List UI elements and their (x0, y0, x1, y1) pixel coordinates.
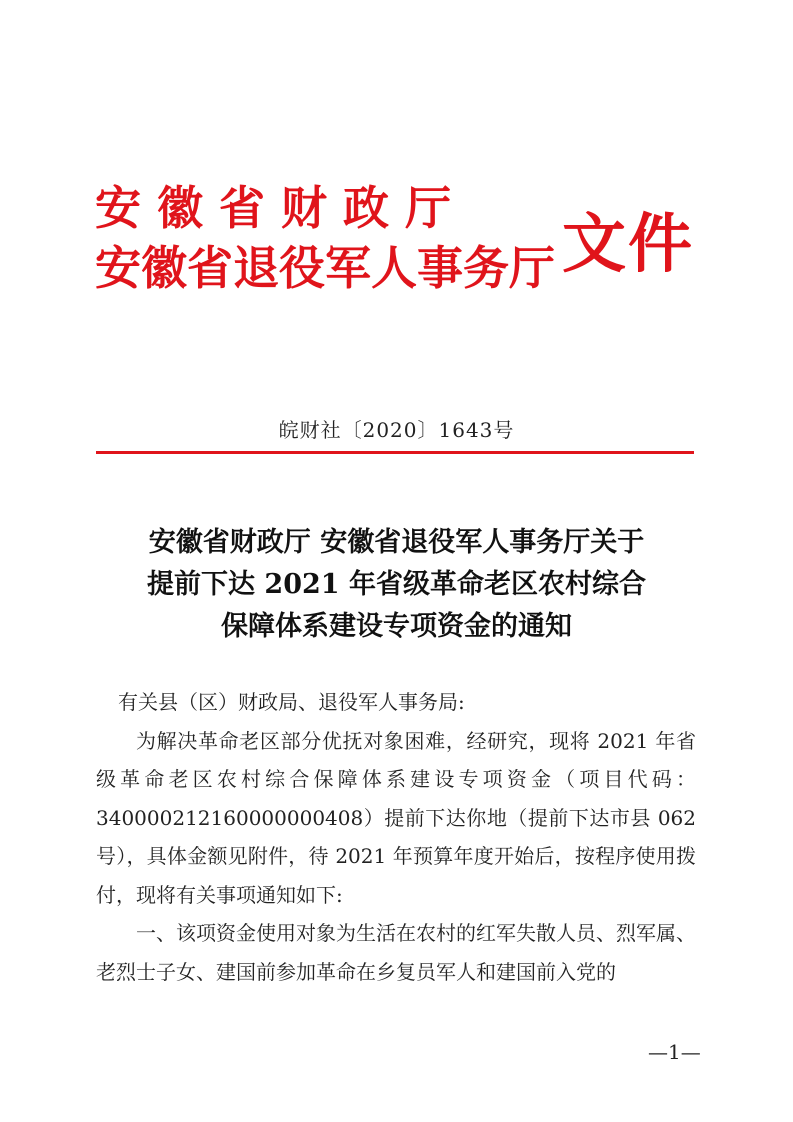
title-line-2: 提前下达 2021 年省级革命老区农村综合 (147, 569, 646, 600)
document-title (60, 522, 733, 648)
document-label: 文件 (562, 207, 694, 282)
issuer-veterans-dept: 安徽省退役军人事务厅 (95, 241, 555, 295)
page-number: —1— (648, 1040, 701, 1064)
title-line-3: 保障体系建设专项资金的通知 (221, 611, 572, 642)
issuer-block (95, 178, 565, 298)
red-divider (96, 451, 694, 454)
issuer-finance-dept: 安 徽 省 财 政 厅 (95, 181, 452, 235)
salutation: 有关县（区）财政局、退役军人事务局: (118, 690, 465, 714)
document-body (96, 683, 696, 991)
paragraph-1: 为解决革命老区部分优抚对象困难，经研究，现将 2021 年省级革命老区农村综合保障体系建设专项资金（项目代码：340000212160000000408）提前下达你地（提前下达市县 062 号），具体金额见附件，待 2021 年预算年度开始后，按程序使用拨付，现将有关事项通知如下: (96, 728, 696, 907)
document-number: 皖财社〔2020〕1643号 (278, 418, 515, 442)
title-line-1: 安徽省财政厅 安徽省退役军人事务厅关于 (148, 527, 645, 558)
paragraph-2: 一、该项资金使用对象为生活在农村的红军失散人员、烈军属、老烈士子女、建国前参加革命在乡复员军人和建国前入党的 (96, 921, 696, 984)
